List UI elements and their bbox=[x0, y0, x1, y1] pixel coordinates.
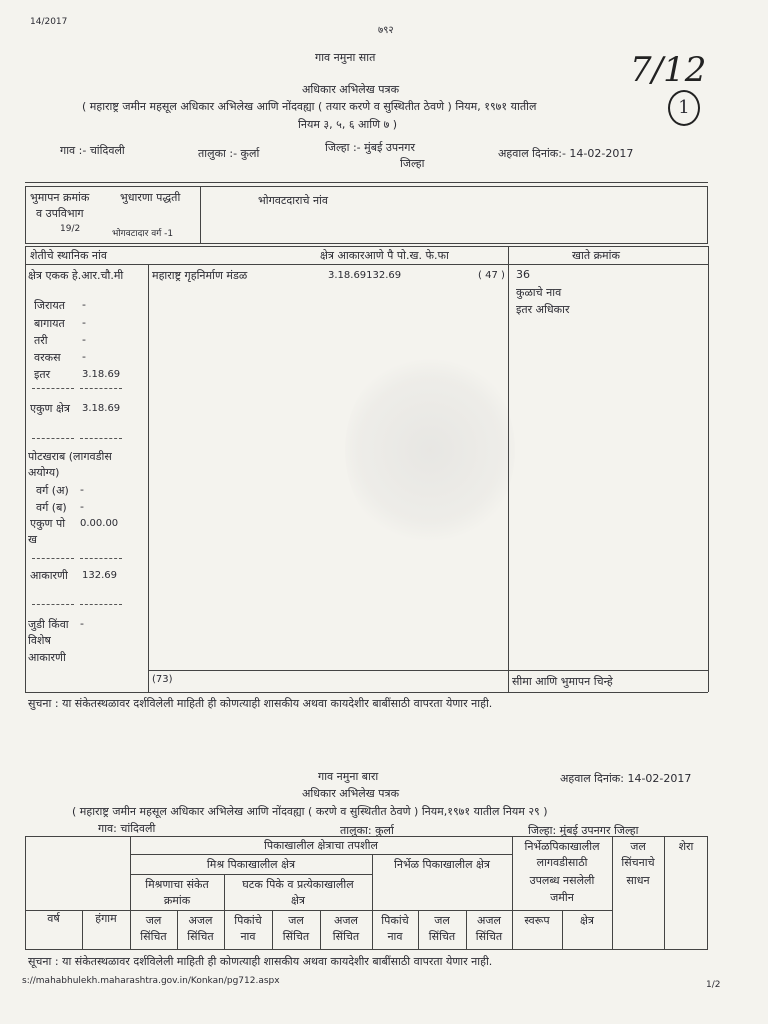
total-pot-label-2: ख bbox=[28, 533, 37, 546]
pot-label: पोटखराब (लागवडीस bbox=[28, 450, 112, 463]
col-crop: पिकांचे bbox=[234, 914, 262, 927]
footer-url[interactable]: s://mahabhulekh.maharashtra.gov.in/Konkan/pg712.aspx bbox=[22, 976, 280, 986]
h-year: वर्ष bbox=[47, 912, 60, 925]
report-date: अहवाल दिनांक:- 14-02-2017 bbox=[498, 147, 634, 160]
col-sinchit: सिंचित bbox=[140, 930, 167, 943]
h-uncult: निर्भेळपिकाखालील bbox=[524, 840, 600, 853]
col-sinchit: सिंचित bbox=[428, 930, 456, 943]
total-pot-value: 0.00.00 bbox=[80, 518, 119, 529]
col-sinchit: सिंचित bbox=[282, 930, 310, 943]
account-number: 36 bbox=[516, 268, 530, 281]
row-label: बागायत bbox=[34, 317, 65, 330]
h-season: हंगाम bbox=[95, 912, 117, 925]
h-mix-code: मिश्रणाचा संकेत bbox=[145, 878, 209, 891]
form12-rule-line: ( महाराष्ट्र जमीन महसूल अधिकार अभिलेख आणि नोंदवह्या ( करणे व सुस्थितीत ठेवणे ) नियम,१९७१ यातील नियम २९ ) bbox=[72, 805, 548, 818]
hdr-area-cols: क्षेत्र आकारआणे पै पो.ख. फे.फा bbox=[320, 249, 449, 262]
h-uncult-3: उपलब्ध नसलेली bbox=[529, 874, 595, 887]
assessment-label: आकारणी bbox=[30, 569, 68, 582]
form12-village: गाव: चांदिवली bbox=[98, 822, 156, 835]
hdr-local-name: शेतीचे स्थानिक नांव bbox=[30, 249, 107, 262]
hdr-survey: भुमापन क्रमांक bbox=[30, 191, 90, 204]
col-sinchit: सिंचित bbox=[475, 930, 503, 943]
col-form: स्वरूप bbox=[524, 914, 550, 927]
form12-district: जिल्हा: मुंबई उपनगर जिल्हा bbox=[528, 824, 639, 837]
total-pot-label: एकुण पो bbox=[30, 517, 66, 530]
other-rights-label: इतर अधिकार bbox=[516, 303, 570, 316]
form7-rule-line2: नियम ३, ५, ६ आणि ७ ) bbox=[298, 118, 398, 131]
form7-title: गाव नमुना सात bbox=[315, 51, 376, 64]
page-number: ७९२ bbox=[378, 25, 394, 36]
total-area-label: एकुण क्षेत्र bbox=[30, 402, 70, 415]
form7-rule-line1: ( महाराष्ट्र जमीन महसूल अधिकार अभिलेख आणि नोंदवह्या ( तयार करणे व सुस्थितीत ठेवणे ) नियम, १९७१ यातील bbox=[82, 100, 537, 113]
taluka-label: तालुका :- कुर्ला bbox=[198, 147, 260, 160]
judi-value: - bbox=[80, 617, 84, 630]
col-name: नाव bbox=[240, 930, 256, 943]
form7-subtitle: अधिकार अभिलेख पत्रक bbox=[302, 83, 400, 96]
row-label: जिरायत bbox=[34, 299, 66, 312]
class-b-value: - bbox=[80, 500, 84, 513]
district-label-2: जिल्हा bbox=[400, 157, 425, 170]
row-label: वरकस bbox=[34, 351, 61, 364]
tenant-name-label: कुळाचे नाव bbox=[516, 286, 562, 299]
footer-page: 1/2 bbox=[706, 980, 721, 990]
col-jal: जल bbox=[145, 914, 162, 927]
row-value: - bbox=[82, 316, 86, 329]
total-area-value: 3.18.69 bbox=[82, 403, 121, 414]
col-name: नाव bbox=[387, 930, 403, 943]
class-a-label: वर्ग (अ) bbox=[36, 484, 69, 497]
holder-mutation: ( 47 ) bbox=[478, 270, 505, 281]
row-label: इतर bbox=[34, 368, 51, 381]
hdr-account: खाते क्रमांक bbox=[572, 249, 620, 262]
print-date: 14/2017 bbox=[30, 17, 68, 27]
col-ajal: अजल bbox=[476, 914, 502, 927]
col-crop: पिकांचे bbox=[381, 914, 409, 927]
form12-subtitle: अधिकार अभिलेख पत्रक bbox=[302, 787, 400, 800]
assessment-value: 132.69 bbox=[82, 570, 117, 581]
h-component-2: क्षेत्र bbox=[291, 894, 305, 907]
h-uncult-4: जमीन bbox=[550, 891, 574, 904]
village-label: गाव :- चांदिवली bbox=[60, 144, 125, 157]
survey-value: 19/2 bbox=[60, 224, 81, 234]
form12-title: गाव नमुना बारा bbox=[318, 770, 379, 783]
faint-seal bbox=[345, 350, 515, 550]
akarani-label: आकारणी bbox=[28, 651, 66, 664]
class-b-label: वर्ग (ब) bbox=[36, 501, 67, 514]
district-label: जिल्हा :- मुंबई उपनगर bbox=[325, 141, 415, 154]
h-component: घटक पिके व प्रत्येकाखालील bbox=[242, 878, 354, 891]
holder-name: महाराष्ट्र गृहनिर्माण मंडळ bbox=[152, 269, 248, 282]
col-ajal: अजल bbox=[188, 914, 213, 927]
col-ajal: अजल bbox=[333, 914, 359, 927]
form7-notice: सुचना : या संकेतस्थळावर दर्शविलेली माहिती ही कोणत्याही शासकीय अथवा कायदेशीर बाबींसाठी वापरता येणार नाही. bbox=[28, 697, 493, 710]
handwritten-circle: 1 bbox=[668, 90, 700, 126]
col-sinchit: सिंचित bbox=[187, 930, 214, 943]
pot-label-2: अयोग्य) bbox=[28, 466, 60, 479]
row-label: तरी bbox=[34, 334, 48, 347]
h-remark: शेरा bbox=[678, 840, 694, 853]
handwritten-mark: 7/12 bbox=[630, 50, 707, 90]
col-jal: जल bbox=[434, 914, 450, 927]
hdr-holder-name: भोगवटदाराचे नांव bbox=[258, 194, 329, 207]
class-a-value: - bbox=[80, 483, 84, 496]
h-irrigation: जल bbox=[630, 840, 646, 853]
col-jal: जल bbox=[288, 914, 304, 927]
h-mix-code-2: क्रमांक bbox=[163, 894, 191, 907]
judi-label: जुडी किंवा bbox=[28, 618, 69, 631]
row-value: - bbox=[82, 333, 86, 346]
vishesh-label: विशेष bbox=[28, 634, 51, 647]
bottom-mutation: (73) bbox=[152, 674, 173, 685]
col-area: क्षेत्र bbox=[580, 914, 594, 927]
form12-notice: सूचना : या संकेतस्थळावर दर्शविलेली माहिती ही कोणत्याही शासकीय अथवा कायदेशीर बाबींसाठी वापरता येणार नाही. bbox=[28, 955, 493, 968]
form12-report-date: अहवाल दिनांक: 14-02-2017 bbox=[560, 772, 692, 785]
row-value: 3.18.69 bbox=[82, 369, 121, 380]
h-mixed: मिश्र पिकाखालील क्षेत्र bbox=[206, 858, 296, 871]
boundary-label: सीमा आणि भुमापन चिन्हे bbox=[512, 675, 613, 688]
col-sinchit: सिंचित bbox=[332, 930, 360, 943]
hdr-subdiv: व उपविभाग bbox=[36, 207, 84, 220]
h-pure: निर्भेळ पिकाखालील क्षेत्र bbox=[393, 858, 490, 871]
h-irrigation-3: साधन bbox=[626, 874, 650, 887]
holder-class: भोगवटादार वर्ग -1 bbox=[112, 229, 174, 239]
holder-area: 3.18.69132.69 bbox=[328, 270, 402, 281]
h-crop-area: पिकाखालील क्षेत्राचा तपशील bbox=[264, 839, 378, 852]
hdr-method: भुधारणा पद्धती bbox=[120, 191, 181, 204]
row-value: - bbox=[82, 350, 86, 363]
form12-taluka: तालुका: कुर्ला bbox=[340, 824, 394, 837]
row-value: - bbox=[82, 298, 86, 311]
h-uncult-2: लागवडीसाठी bbox=[536, 856, 588, 869]
unit-label: क्षेत्र एकक हे.आर.चौ.मी bbox=[28, 269, 124, 282]
h-irrigation-2: सिंचनाचे bbox=[621, 856, 655, 869]
